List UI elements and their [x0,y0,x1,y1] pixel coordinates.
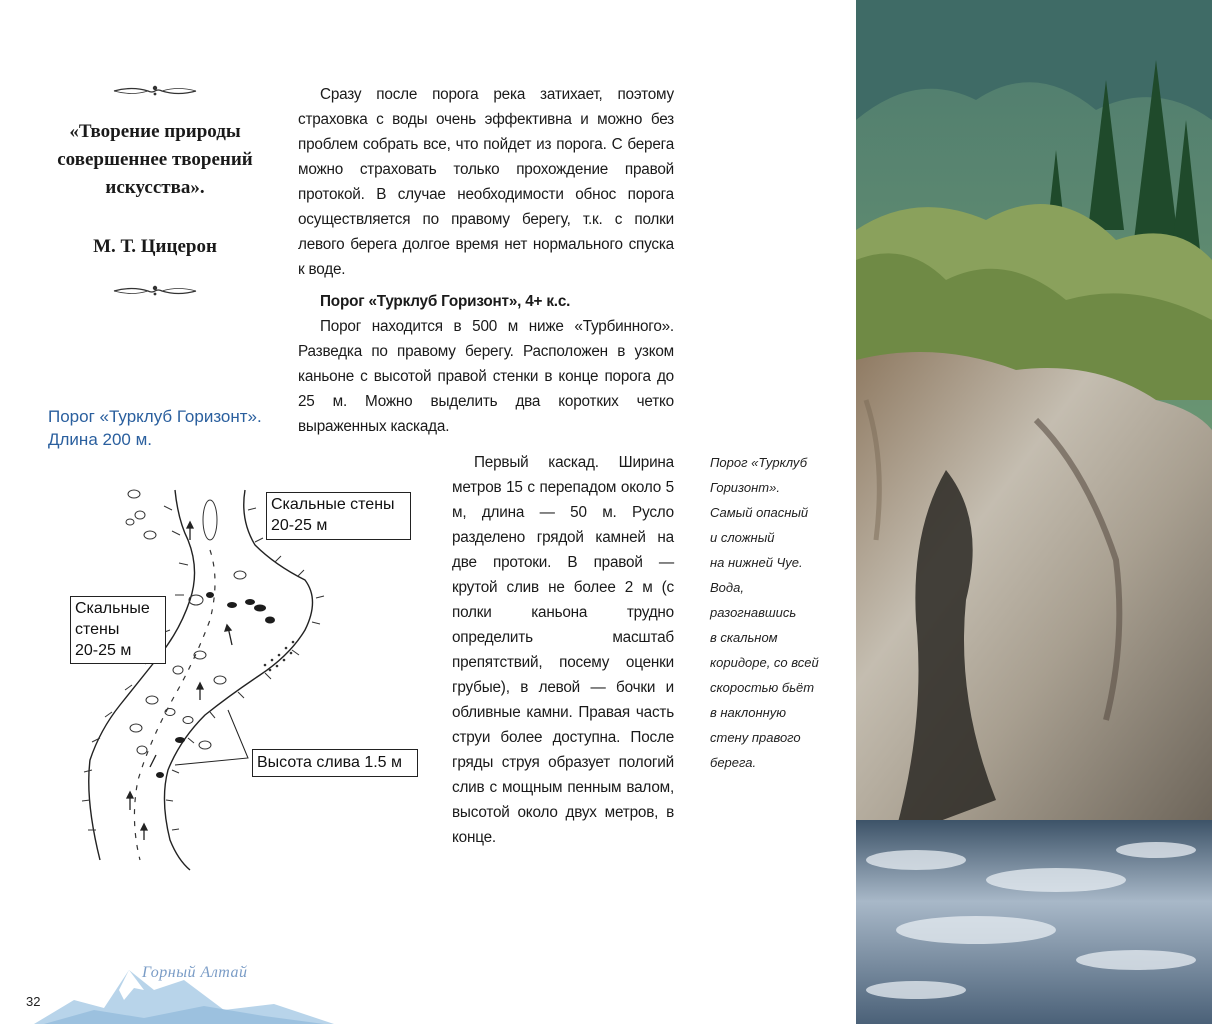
bank-hatching [82,506,324,830]
photo-caption-line: Горизонт». [710,480,780,495]
photo-caption-line: в скальном [710,630,778,645]
paragraph-first-cascade: Первый каскад. Ширина метров 15 с перепадом около 5 м, длина — 50 м. Русло разделено грядой камней на две протоки. В правой — крутой слив не более 2 м (с полки каньона трудно определить масштаб препятствий, посему оценки грубые), в левой — бочки и обливные камни. Правая часть струи более доступна. После гряды струя образует пологий слив с мощным пенным валом, высотой около двух метров, в конце. [452,454,674,846]
photo-caption [710,450,840,775]
photo-caption-line: берега. [710,755,757,770]
figure-caption-length: Длина 200 м. [48,430,152,449]
quote-line: искусства». [105,177,205,198]
main-text-column [298,82,674,439]
ornament-flourish-top [112,84,198,98]
photo-caption-line: коридоре, со всей [710,655,819,670]
photo-caption-line: в наклонную [710,705,787,720]
label-text: 20-25 м [75,642,132,659]
paragraph-rapid-description: Порог находится в 500 м ниже «Турбинного». Разведка по правому берегу. Расположен в узком каньоне с высотой правой стенки в конце порога до 25 м. Можно выделить два коротких четко выраженных каскада. [298,318,674,435]
label-text: Высота слива 1.5 м [257,754,403,771]
quote-author: М. Т. Цицерон [93,236,217,257]
label-text: 20-25 м [271,517,328,534]
river-bank-right [164,490,312,870]
rapid-heading: Порог «Турклуб Горизонт», 4+ к.с. [320,293,571,310]
page-number: 32 [26,994,41,1009]
shoal-dots [264,641,295,672]
ornament-flourish-bottom [112,284,198,298]
photo-caption-line: и сложный [710,530,775,545]
label-text: стены [75,621,120,638]
flow-arrows [127,522,232,840]
label-rock-walls-right [266,492,411,540]
label-text: Скальные [75,600,150,617]
brand-wordmark: Горный Алтай [142,964,248,981]
quote-line: совершеннее творений [57,149,253,170]
photo-caption-line: скоростью бьёт [710,680,815,695]
photo-caption-line: Порог «Турклуб [710,455,808,470]
quote-line: «Творение природы [69,121,241,142]
label-rock-walls-left [70,596,166,664]
river-bank-left [89,490,195,860]
photo-caption-line: на нижней Чуе. [710,555,803,570]
photo-caption-line: Вода, [710,580,744,595]
label-drop-height [252,749,418,777]
canyon-river-photo [856,0,1212,1024]
photo-caption-line: стену правого [710,730,801,745]
figure-caption [48,405,288,451]
photo-caption-line: разогнавшись [710,605,797,620]
photo-caption-line: Самый опасный [710,505,809,520]
paragraph-after-rapid: Сразу после порога река затихает, поэтому страховка с воды очень эффективна и можно без проблем собрать все, что пойдет из порога. С берега можно страховать только прохождение правой протокой. В случае необходимости обнос порога осуществляется по правому берегу, т.к. с полки левого берега долгое время нет нормального спуска к воде. [298,86,674,278]
label-text: Скальные стены [271,496,395,513]
second-text-column [452,450,674,850]
epigraph-quote [40,118,270,202]
rapid-schematic-diagram [60,480,360,880]
figure-caption-title: Порог «Турклуб Горизонт». [48,407,262,426]
